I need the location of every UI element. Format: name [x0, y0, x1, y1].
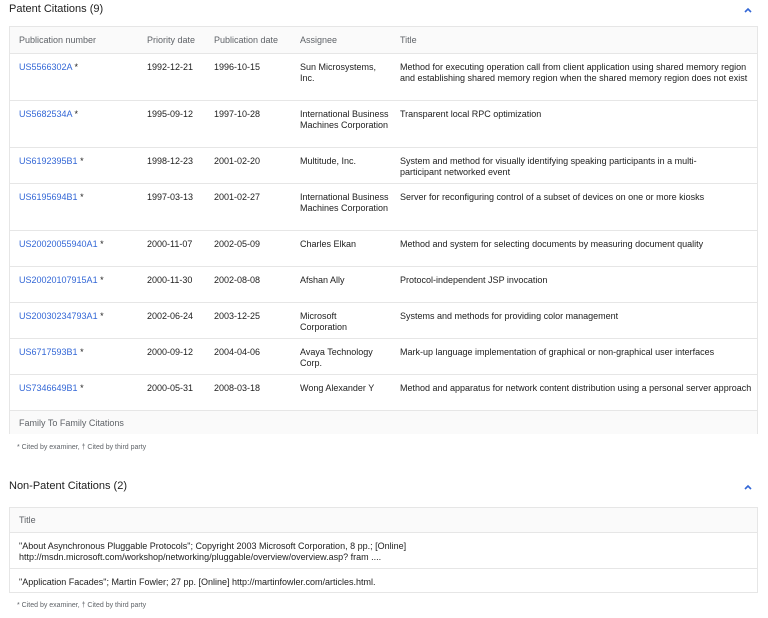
priority-date: 2000-11-30 [147, 275, 193, 285]
publication-cell [19, 156, 84, 167]
table-row [10, 266, 757, 302]
publication-cell [19, 192, 84, 203]
publication-date: 2001-02-27 [214, 192, 261, 202]
publication-date: 1997-10-28 [214, 109, 261, 119]
assignee: Afshan Ally [300, 275, 345, 285]
examiner-mark: * [77, 156, 84, 166]
assignee: Sun Microsystems, Inc. [300, 62, 377, 83]
publication-link[interactable]: US20030234793A1 [19, 311, 98, 321]
patent-citations-table [9, 26, 758, 434]
publication-link[interactable]: US7346649B1 [19, 383, 78, 393]
publication-link[interactable]: US5682534A [19, 109, 73, 119]
header-assignee: Assignee [300, 35, 338, 45]
citation-title: Mark-up language implementation of graphical or non-graphical user interfaces [400, 347, 715, 357]
header-priority-date: Priority date [147, 35, 196, 45]
table-header-row [10, 508, 757, 532]
priority-date: 1998-12-23 [147, 156, 194, 166]
citation-legend-note: * Cited by examiner, † Cited by third party [17, 444, 147, 451]
publication-date: 1996-10-15 [214, 62, 261, 72]
citation-title: Protocol-independent JSP invocation [400, 275, 548, 285]
non-patent-citations-header [0, 479, 768, 499]
non-patent-citations-table [9, 507, 758, 593]
table-row [10, 230, 757, 266]
table-row [10, 147, 757, 183]
priority-date: 1992-12-21 [147, 62, 194, 72]
assignee: Multitude, Inc. [300, 156, 357, 166]
header-title: Title [19, 515, 36, 525]
assignee: International Business Machines Corporation [300, 192, 389, 213]
table-header-row [10, 27, 757, 53]
header-publication-number: Publication number [19, 35, 97, 45]
publication-date: 2002-05-09 [214, 239, 261, 249]
table-row [10, 374, 757, 410]
citation-legend-note: * Cited by examiner, † Cited by third party [17, 602, 147, 609]
publication-cell [19, 275, 104, 286]
assignee: Wong Alexander Y [300, 383, 375, 393]
assignee: International Business Machines Corporation [300, 109, 389, 130]
citation-title: Transparent local RPC optimization [400, 109, 542, 119]
publication-date: 2002-08-08 [214, 275, 261, 285]
citation-title: Server for reconfiguring control of a subset of devices on one or more kiosks [400, 192, 705, 202]
citation-title: System and method for visually identifying speaking participants in a multi-participant networked event [400, 156, 697, 177]
publication-link[interactable]: US20020055940A1 [19, 239, 98, 249]
examiner-mark: * [77, 347, 84, 357]
priority-date: 1997-03-13 [147, 192, 194, 202]
publication-link[interactable]: US6717593B1 [19, 347, 78, 357]
priority-date: 2000-09-12 [147, 347, 194, 357]
patent-citations-title: Patent Citations (9) [9, 3, 104, 15]
priority-date: 2000-11-07 [147, 239, 193, 249]
priority-date: 2000-05-31 [147, 383, 194, 393]
table-row [10, 568, 757, 593]
examiner-mark: * [77, 383, 84, 393]
publication-cell [19, 239, 104, 250]
citation-title: Method and system for selecting documents by measuring document quality [400, 239, 704, 249]
examiner-mark: * [97, 239, 104, 249]
table-row [10, 100, 757, 147]
non-patent-citation: "About Asynchronous Pluggable Protocols"; Copyright 2003 Microsoft Corporation, 8 pp.; [Online] http://msdn.microsoft.com/workshop/networking/pluggable/overview/overview.asp? fram .... [19, 541, 407, 562]
publication-cell [19, 311, 104, 322]
publication-link[interactable]: US6192395B1 [19, 156, 78, 166]
assignee: Charles Elkan [300, 239, 357, 249]
non-patent-citation: "Application Facades"; Martin Fowler; 27 pp. [Online] http://martinfowler.com/articles.html. [19, 577, 376, 587]
examiner-mark: * [97, 311, 104, 321]
table-row [10, 532, 757, 568]
table-row [10, 183, 757, 230]
table-row [10, 53, 757, 100]
publication-date: 2001-02-20 [214, 156, 261, 166]
publication-date: 2008-03-18 [214, 383, 261, 393]
publication-cell [19, 109, 78, 120]
citation-title: Method for executing operation call from client application using shared memory region and establishing shared memory region when the shared memory region does not exist [400, 62, 748, 83]
publication-cell [19, 383, 84, 394]
table-row [10, 338, 757, 374]
priority-date: 2002-06-24 [147, 311, 194, 321]
publication-date: 2003-12-25 [214, 311, 261, 321]
examiner-mark: * [77, 192, 84, 202]
examiner-mark: * [97, 275, 104, 285]
assignee: Microsoft Corporation [300, 311, 348, 332]
chevron-up-icon[interactable] [744, 483, 752, 491]
publication-link[interactable]: US6195694B1 [19, 192, 78, 202]
patent-citations-header [0, 2, 768, 22]
chevron-up-icon[interactable] [744, 6, 752, 14]
publication-date: 2004-04-06 [214, 347, 261, 357]
assignee: Avaya Technology Corp. [300, 347, 373, 368]
examiner-mark: * [72, 62, 79, 72]
family-to-family-row [10, 410, 757, 434]
publication-cell [19, 347, 84, 358]
header-publication-date: Publication date [214, 35, 279, 45]
publication-link[interactable]: US5566302A [19, 62, 73, 72]
header-title: Title [400, 35, 417, 45]
priority-date: 1995-09-12 [147, 109, 194, 119]
publication-cell [19, 62, 78, 73]
non-patent-citations-title: Non-Patent Citations (2) [9, 480, 127, 492]
citation-title: Systems and methods for providing color management [400, 311, 619, 321]
citation-title: Method and apparatus for network content distribution using a personal server approach [400, 383, 752, 393]
examiner-mark: * [72, 109, 79, 119]
publication-link[interactable]: US20020107915A1 [19, 275, 98, 285]
family-to-family-citations: Family To Family Citations [19, 418, 124, 428]
table-row [10, 302, 757, 338]
